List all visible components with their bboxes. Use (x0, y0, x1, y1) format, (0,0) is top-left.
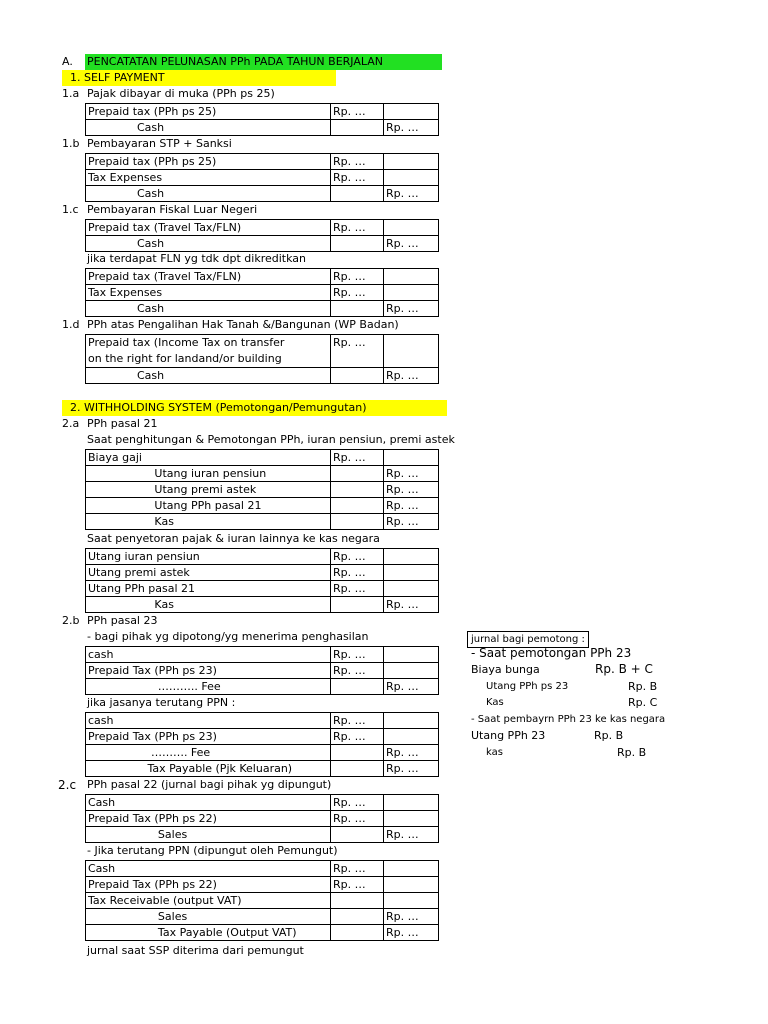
table-row (86, 811, 439, 827)
table-cell: Rp. … (384, 909, 439, 925)
table-cell: Rp. … (331, 335, 384, 368)
journal-table-2b-ppn (85, 712, 439, 777)
table-cell (384, 565, 439, 581)
side-note: - Saat pemotongan PPh 23 (471, 646, 632, 660)
table-cell: Utang iuran pensiun (86, 466, 331, 482)
item-label: Pembayaran Fiskal Luar Negeri (87, 203, 258, 216)
table-cell: Rp. … (331, 285, 384, 301)
table-cell: Utang PPh pasal 21 (86, 581, 331, 597)
table-cell (384, 220, 439, 236)
side-amount: Rp. B + C (595, 662, 653, 676)
table-cell: Rp. … (331, 170, 384, 186)
table-cell (384, 729, 439, 745)
table-cell: Rp. … (331, 269, 384, 285)
table-cell (331, 482, 384, 498)
table-row (86, 170, 439, 186)
table-cell: Prepaid Tax (PPh ps 23) (86, 729, 331, 745)
journal-table-2b (85, 646, 439, 695)
table-row (86, 663, 439, 679)
table-cell: Rp. … (384, 120, 439, 136)
table-cell (384, 450, 439, 466)
table-cell: Rp. … (331, 795, 384, 811)
table-cell (331, 893, 384, 909)
table-row (86, 236, 439, 252)
table-cell: Rp. … (331, 565, 384, 581)
journal-table-2c-ppn (85, 860, 439, 941)
table-cell: Sales (86, 827, 331, 843)
table-row (86, 450, 439, 466)
table-cell: Rp. … (384, 466, 439, 482)
table-cell (384, 877, 439, 893)
table-cell (331, 186, 384, 202)
table-cell (331, 301, 384, 317)
table-cell (384, 104, 439, 120)
table-cell: Cash (86, 368, 331, 384)
table-cell: Tax Receivable (output VAT) (86, 893, 331, 909)
journal-table-2c (85, 794, 439, 843)
table-cell: cash (86, 713, 331, 729)
table-cell: Prepaid Tax (PPh ps 22) (86, 877, 331, 893)
journal-table-1a (85, 103, 439, 136)
table-cell: Utang PPh pasal 21 (86, 498, 331, 514)
side-amount: Rp. B (617, 746, 647, 759)
table-row (86, 269, 439, 285)
table-cell (384, 285, 439, 301)
table-cell (384, 335, 439, 368)
table-cell (384, 811, 439, 827)
table-cell: Rp. … (331, 104, 384, 120)
table-cell (384, 713, 439, 729)
table-row (86, 893, 439, 909)
table-cell (331, 761, 384, 777)
table-cell (384, 893, 439, 909)
table-cell: Tax Payable (Pjk Keluaran) (86, 761, 331, 777)
table-cell: Cash (86, 301, 331, 317)
table-row (86, 827, 439, 843)
table-row (86, 301, 439, 317)
item-number: 2.b (62, 614, 80, 627)
table-row (86, 482, 439, 498)
table-cell: Rp. … (331, 581, 384, 597)
table-cell: ……….. Fee (86, 679, 331, 695)
table-row (86, 795, 439, 811)
table-row (86, 745, 439, 761)
table-cell: Kas (86, 514, 331, 530)
table-cell: Rp. … (331, 729, 384, 745)
table-cell: Tax Payable (Output VAT) (86, 925, 331, 941)
item-number: 1.c (62, 203, 79, 216)
sub-note: - bagi pihak yg dipotong/yg menerima penghasilan (87, 630, 369, 643)
table-row (86, 761, 439, 777)
side-amount: Rp. B (594, 729, 624, 742)
journal-table-1b (85, 153, 439, 202)
table-cell (384, 647, 439, 663)
table-row (86, 285, 439, 301)
table-cell (331, 514, 384, 530)
table-row (86, 909, 439, 925)
table-cell (384, 795, 439, 811)
table-cell: Rp. … (331, 647, 384, 663)
table-cell: Cash (86, 236, 331, 252)
table-row (86, 549, 439, 565)
table-cell: Cash (86, 861, 331, 877)
table-row (86, 120, 439, 136)
table-cell: Utang premi astek (86, 565, 331, 581)
table-cell: cash (86, 647, 331, 663)
table-row (86, 104, 439, 120)
table-cell (331, 925, 384, 941)
table-cell: Prepaid tax (Travel Tax/FLN) (86, 269, 331, 285)
table-row (86, 679, 439, 695)
table-row (86, 368, 439, 384)
item-label: PPh pasal 22 (jurnal bagi pihak yg dipungut) (87, 778, 332, 791)
item-label: PPh pasal 21 (87, 417, 158, 430)
item-label: Pembayaran STP + Sanksi (87, 137, 232, 150)
sub-note: Saat penyetoran pajak & iuran lainnya ke kas negara (87, 532, 380, 545)
table-cell: Rp. … (384, 368, 439, 384)
item-number: 2.a (62, 417, 80, 430)
table-cell: Utang premi astek (86, 482, 331, 498)
table-cell: Prepaid tax (Travel Tax/FLN) (86, 220, 331, 236)
table-cell: Rp. … (331, 877, 384, 893)
journal-table-1c (85, 219, 439, 252)
table-row (86, 565, 439, 581)
table-cell (384, 154, 439, 170)
table-cell (331, 368, 384, 384)
table-cell: Rp. … (331, 713, 384, 729)
table-cell (384, 170, 439, 186)
table-cell (384, 663, 439, 679)
table-cell (384, 269, 439, 285)
table-cell (331, 745, 384, 761)
side-box-label: jurnal bagi pemotong : (467, 631, 589, 648)
table-row (86, 925, 439, 941)
row-text-line: on the right for landand/or building (88, 352, 282, 365)
side-account: kas (486, 747, 503, 758)
table-cell: Tax Expenses (86, 170, 331, 186)
table-row (86, 154, 439, 170)
table-row (86, 220, 439, 236)
item-label: PPh atas Pengalihan Hak Tanah &/Bangunan (WP Badan) (87, 318, 399, 331)
table-cell: Prepaid tax (PPh ps 25) (86, 104, 331, 120)
table-cell (331, 679, 384, 695)
side-account: Utang PPh 23 (471, 729, 546, 742)
table-row (86, 186, 439, 202)
table-row (86, 581, 439, 597)
sub-note: Saat penghitungan & Pemotongan PPh, iuran pensiun, premi astek (87, 433, 455, 446)
item-label: PPh pasal 23 (87, 614, 158, 627)
item-number: 1.b (62, 137, 80, 150)
sub-note: jika terdapat FLN yg tdk dpt dikreditkan (87, 252, 306, 265)
sub-note: jika jasanya terutang PPN : (87, 696, 236, 709)
table-cell: Prepaid Tax (PPh ps 22) (86, 811, 331, 827)
table-cell (331, 827, 384, 843)
side-amount: Rp. C (628, 696, 658, 709)
table-cell: Rp. … (384, 745, 439, 761)
table-cell (86, 335, 331, 368)
section-heading-self-payment: 1. SELF PAYMENT (62, 70, 336, 86)
table-cell: Rp. … (331, 861, 384, 877)
item-number: 1.a (62, 87, 80, 100)
journal-table-1d (85, 334, 439, 384)
page-title: PENCATATAN PELUNASAN PPh PADA TAHUN BERJALAN (85, 54, 442, 70)
side-note: - Saat pembayrn PPh 23 ke kas negara (471, 714, 666, 725)
table-row (86, 729, 439, 745)
table-cell: Rp. … (331, 154, 384, 170)
table-cell: Prepaid Tax (PPh ps 23) (86, 663, 331, 679)
table-cell (331, 466, 384, 482)
side-amount: Rp. B (628, 680, 658, 693)
table-cell: Rp. … (331, 220, 384, 236)
table-cell: Rp. … (384, 498, 439, 514)
sub-note: - Jika terutang PPN (dipungut oleh Pemungut) (87, 844, 338, 857)
journal-table-1c-fln (85, 268, 439, 317)
row-text-line: Prepaid tax (Income Tax on transfer (88, 336, 285, 349)
table-cell: ………. Fee (86, 745, 331, 761)
table-cell: Prepaid tax (PPh ps 25) (86, 154, 331, 170)
table-cell (331, 236, 384, 252)
table-row (86, 466, 439, 482)
side-account: Kas (486, 697, 504, 708)
table-cell: Rp. … (384, 514, 439, 530)
table-row (86, 498, 439, 514)
table-cell: Rp. … (331, 549, 384, 565)
table-cell: Rp. … (331, 450, 384, 466)
table-cell: Rp. … (384, 597, 439, 613)
table-cell: Rp. … (384, 301, 439, 317)
table-cell (331, 909, 384, 925)
table-row (86, 713, 439, 729)
table-cell: Cash (86, 795, 331, 811)
table-cell (384, 549, 439, 565)
side-account: Utang PPh ps 23 (486, 681, 569, 692)
table-row (86, 647, 439, 663)
item-label: Pajak dibayar di muka (PPh ps 25) (87, 87, 275, 100)
side-account: Biaya bunga (471, 663, 540, 676)
table-cell: Rp. … (384, 186, 439, 202)
table-row (86, 597, 439, 613)
table-cell: Tax Expenses (86, 285, 331, 301)
table-cell: Sales (86, 909, 331, 925)
table-cell: Rp. … (384, 925, 439, 941)
journal-table-2a (85, 449, 439, 530)
table-cell: Rp. … (384, 761, 439, 777)
journal-table-2a-setor (85, 548, 439, 613)
table-cell: Rp. … (384, 827, 439, 843)
table-row (86, 861, 439, 877)
table-cell: Utang iuran pensiun (86, 549, 331, 565)
table-cell: Rp. … (331, 811, 384, 827)
table-cell (331, 120, 384, 136)
table-cell: Rp. … (384, 482, 439, 498)
table-row (86, 335, 439, 368)
table-cell: Biaya gaji (86, 450, 331, 466)
table-cell: Rp. … (384, 679, 439, 695)
table-row (86, 877, 439, 893)
table-cell: Cash (86, 120, 331, 136)
table-cell: Rp. … (384, 236, 439, 252)
table-cell: Cash (86, 186, 331, 202)
item-number: 1.d (62, 318, 80, 331)
item-number: 2.c (58, 778, 77, 792)
table-cell (331, 498, 384, 514)
table-row (86, 514, 439, 530)
section-heading-withholding: 2. WITHHOLDING SYSTEM (Pemotongan/Pemungutan) (62, 400, 447, 416)
table-cell (331, 597, 384, 613)
table-cell: Kas (86, 597, 331, 613)
table-cell (384, 861, 439, 877)
table-cell (384, 581, 439, 597)
section-letter: A. (62, 55, 73, 68)
table-cell: Rp. … (331, 663, 384, 679)
footer-note: jurnal saat SSP diterima dari pemungut (87, 944, 304, 957)
